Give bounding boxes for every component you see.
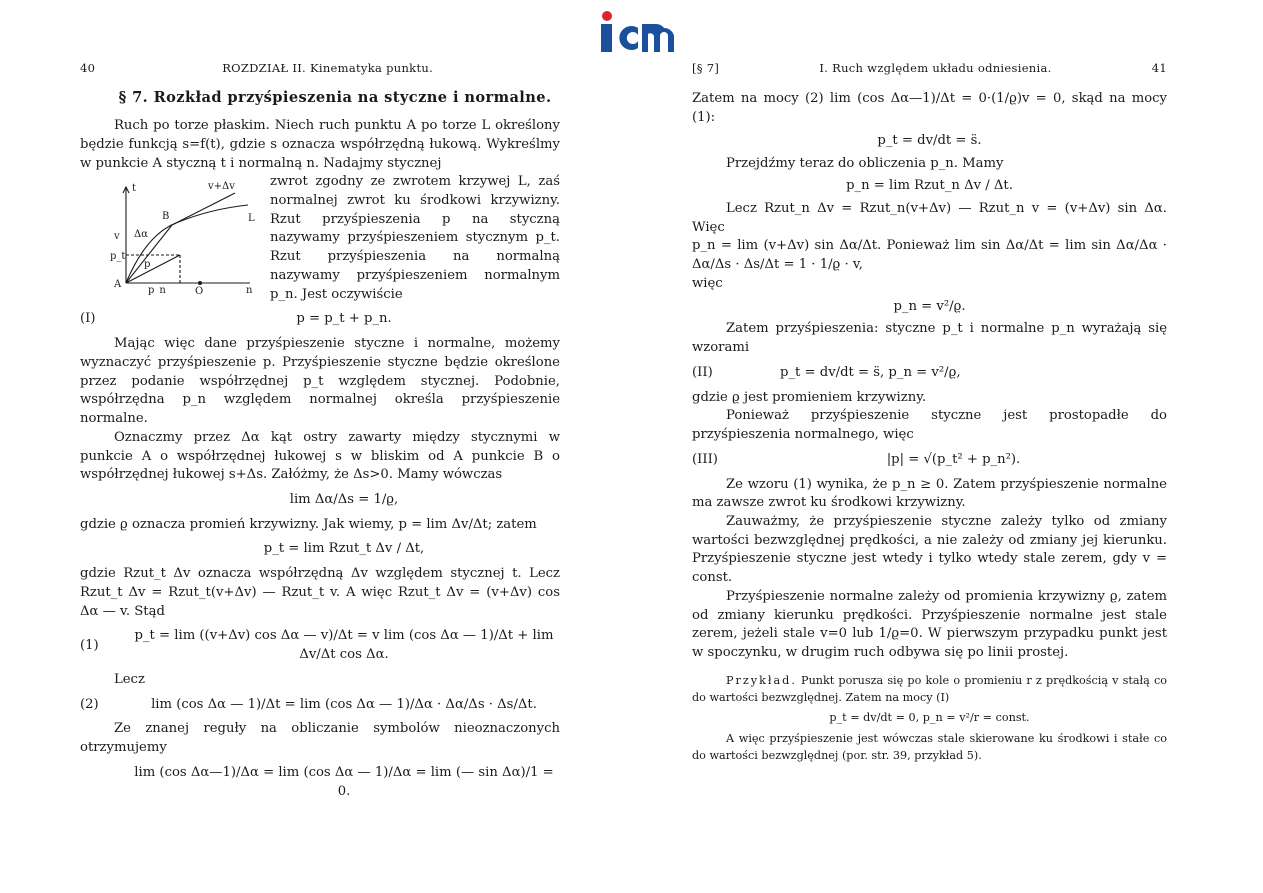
equation-III: [692, 451, 1167, 470]
left-page-number: 40: [80, 61, 96, 75]
equation-limit-1: [80, 491, 560, 510]
equation-III-body: |p| = √(p_t² + p_n²).: [886, 451, 1021, 467]
right-paragraph-4: Zatem przyśpieszenia: styczne p_t i normalne p_n wyrażają się wzorami: [692, 321, 1167, 356]
equation-III-label: (III): [692, 451, 718, 467]
left-paragraph-1: Ruch po torze płaskim. Niech ruch punktu A po torze L określony będzie funkcją s=f(t), gdzie s oznacza współrzędną łukową. Wykreślmy w punkcie A styczną t i normalną n. Nadajmy stycznej: [80, 118, 560, 171]
example-heading: Przykład.: [726, 673, 797, 687]
right-chapter-title: I. Ruch względem układu odniesienia.: [819, 61, 1052, 75]
right-paragraph-9: Przyśpieszenie normalne zależy od promienia krzywizny ϱ, zatem od zmiany kierunku prędkości. Przyśpieszenie normalne jest stale zerem, jeżeli stale v=0 lub 1/ϱ=0. W pierwszym przypadku punkt jest w spoczynku, w drugim ruch odbywa się po linii prostej.: [692, 588, 1167, 661]
left-chapter-title: ROZDZIAŁ II. Kinematyka punktu.: [222, 61, 434, 75]
equation-I-body: p = p_t + p_n.: [296, 311, 392, 327]
left-page: [80, 60, 560, 807]
motion-diagram: [100, 175, 260, 295]
left-running-head: [80, 60, 560, 76]
left-paragraph-5: gdzie Rzut_t Δv oznacza współrzędną Δv względem stycznej t. Lecz Rzut_t Δv = Rzut_t(v+Δv) — Rzut_t v. A więc Rzut_t Δv = (v+Δv) cos Δα — v. Stąd: [80, 566, 560, 619]
right-paragraph-1: Zatem na mocy (2) lim (cos Δα—1)/Δt = 0·(1/ϱ)v = 0, skąd na mocy (1):: [692, 91, 1167, 126]
equation-pn: p_n = lim Rzut_n Δv / Δt.: [846, 178, 1013, 194]
example-equation: p_t = dv/dt = 0, p_n = v²/r = const.: [829, 711, 1030, 725]
equation-last-body: lim (cos Δα—1)/Δα = lim (cos Δα — 1)/Δα = lim (— sin Δα)/1 = 0.: [134, 764, 554, 799]
right-page: [692, 60, 1167, 765]
equation-II-body: p_t = dv/dt = s̈, p_n = v²/ϱ,: [780, 364, 961, 380]
equation-pt-derivative: p_t = dv/dt = s̈.: [877, 132, 982, 148]
section-title: § 7. Rozkład przyśpieszenia na styczne i normalne.: [118, 89, 552, 107]
fig-label-t: t: [132, 183, 137, 195]
equation-1-body: p_t = lim ((v+Δv) cos Δα — v)/Δt = v lim (cos Δα — 1)/Δt + lim Δv/Δt cos Δα.: [134, 628, 554, 663]
right-section-ref: [§ 7]: [692, 61, 720, 75]
fig-label-O: O: [195, 286, 204, 296]
left-lecz: Lecz: [114, 671, 145, 687]
equation-II-label: (II): [692, 364, 713, 380]
left-paragraph-4: gdzie ϱ oznacza promień krzywizny. Jak wiemy, p = lim Δv/Δt; zatem: [80, 516, 537, 532]
equation-last: [80, 764, 560, 801]
equation-2-label: (2): [80, 696, 99, 712]
right-running-head: [692, 60, 1167, 76]
right-paragraph-6: Ponieważ przyśpieszenie styczne jest prostopadłe do przyśpieszenia normalnego, więc: [692, 408, 1167, 443]
equation-pn-2: p_n = lim (v+Δv) sin Δα/Δt. Ponieważ lim sin Δα/Δt = lim sin Δα/Δα · Δα/Δs · Δs/Δt = 1 · 1/ϱ · v,: [692, 238, 1167, 273]
fig-label-pt: p_t: [110, 251, 126, 263]
example-text-2: A więc przyśpieszenie jest wówczas stale skierowane ku środkowi i stałe co do wartości bezwzględnej (por. str. 39, przykład 5).: [692, 732, 1167, 763]
right-paragraph-7: Ze wzoru (1) wynika, że p_n ≥ 0. Zatem przyśpieszenie normalne ma zawsze zwrot ku środkowi krzywizny.: [692, 476, 1167, 511]
right-page-number: 41: [1151, 61, 1167, 75]
equation-2-body: lim (cos Δα — 1)/Δt = lim (cos Δα — 1)/Δα · Δα/Δs · Δs/Δt.: [151, 696, 537, 712]
figure-block: [80, 173, 560, 304]
figure-side-text: zwrot zgodny ze zwrotem krzywej L, zaś normalnej zwrot ku środkowi krzywizny. Rzut przyśpieszenia p na styczną nazywamy przyśpieszeniem stycznym p_t. Rzut przyśpieszenia na normalną nazywamy przyśpieszeniem normalnym p_n. Jest oczywiście: [270, 174, 560, 302]
example-block: [692, 673, 1167, 765]
fig-label-n: n: [246, 285, 253, 296]
equation-2: [80, 696, 560, 715]
icm-logo: [598, 10, 676, 56]
left-paragraph-6: Ze znanej reguły na obliczanie symbolów nieoznaczonych otrzymujemy: [80, 721, 560, 756]
fig-label-L: L: [248, 213, 255, 225]
fig-label-A: A: [114, 279, 122, 291]
right-wiec: więc: [692, 275, 723, 291]
equation-1-label: (1): [80, 637, 99, 653]
equation-pt: [80, 540, 560, 559]
fig-label-B: B: [162, 211, 170, 223]
fig-label-p: p: [144, 259, 151, 271]
fig-label-vdv: v+Δv: [208, 181, 235, 193]
equation-1: [80, 627, 560, 664]
equation-II: [692, 364, 1167, 383]
equation-pn-3: p_n = v²/ϱ.: [893, 298, 966, 314]
fig-label-dalpha: Δα: [134, 229, 148, 241]
equation-pt-body: p_t = lim Rzut_t Δv / Δt,: [263, 541, 425, 557]
equation-I-label: (I): [80, 311, 96, 327]
equation-limit-1-body: lim Δα/Δs = 1/ϱ,: [289, 492, 399, 507]
right-paragraph-2: Przejdźmy teraz do obliczenia p_n. Mamy: [726, 155, 1004, 171]
right-paragraph-8: Zauważmy, że przyśpieszenie styczne zależy tylko od zmiany wartości bezwzględnej prędkości, a nie zależy od zmiany jej kierunku. Przyśpieszenie styczne jest wtedy i tylko wtedy stale zerem, gdy v = const.: [692, 514, 1167, 586]
right-paragraph-3: Lecz Rzut_n Δv = Rzut_n(v+Δv) — Rzut_n v = (v+Δv) sin Δα. Więc: [692, 201, 1167, 235]
fig-label-pn: p_n: [148, 285, 166, 296]
left-paragraph-2: Mając więc dane przyśpieszenie styczne i normalne, możemy wyznaczyć przyśpieszenie p. Przyśpieszenie styczne będzie określone przez podanie współrzędnej p_t względem stycznej. Podobnie, współrzędna p_n względem normalnej określa przyśpieszenie normalne.: [80, 336, 560, 427]
fig-label-v: v: [114, 231, 120, 243]
example-text-1: Punkt porusza się po kole o promieniu r z prędkością v stałą co do wartości bezwzględnej. Zatem na mocy (I): [692, 673, 1167, 704]
equation-I: [80, 310, 560, 329]
right-paragraph-5: gdzie ϱ jest promieniem krzywizny.: [692, 389, 927, 405]
left-paragraph-3: Oznaczmy przez Δα kąt ostry zawarty między stycznymi w punkcie A o współrzędnej łukowej s w bliskim od A punkcie B o współrzędnej łukowej s+Δs. Załóżmy, że Δs>0. Mamy wówczas: [80, 429, 560, 483]
